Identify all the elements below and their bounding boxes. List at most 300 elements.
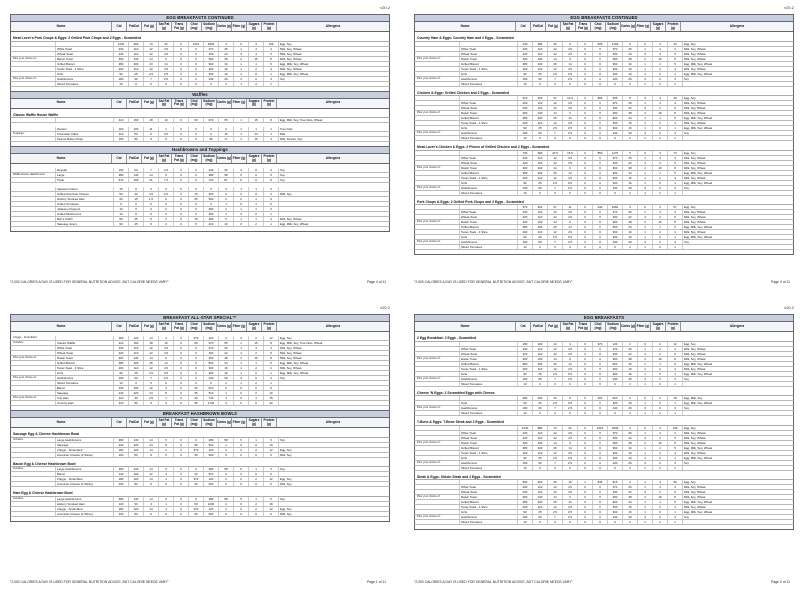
nutrient-value: 1 [249,202,264,206]
nutrient-value: 300 [608,72,623,76]
nutrient-value: 1 [638,67,653,71]
nutrient-value: 0 [653,235,668,239]
nutrient-value: 0 [174,137,189,141]
nutrient-value: 190 [518,186,533,190]
nutrient-value: 480 [204,497,219,501]
nutrient-value: 120 [608,342,623,346]
nutrient-value: 0 [653,372,668,376]
nutrient-value: 0 [593,520,608,524]
row-lead-label [11,371,56,375]
nutrient-value: 4 [563,342,578,346]
row-lead-label [415,352,460,356]
calorie-footnote: "2,000 CALORIES A DAY IS USED FOR GENERAL NUTRITION ADVICE, BUT CALORIE NEEDS VARY" [414,280,573,284]
nutrient-value: 1 [668,401,683,405]
row-option-name: Large Hashbrowns [56,438,114,442]
nutrient-value: 110 [114,132,129,136]
nutrient-value: 2 [653,342,668,346]
nutrient-value: 4 [159,448,174,452]
nutrient-value: 5 [668,362,683,366]
nutrient-value: 380 [518,225,533,229]
nutrient-value: 12 [548,47,563,51]
column-header: Sugars (g) [247,99,262,108]
nutrient-value: 1 [638,245,653,249]
nutrient-value: 12 [144,472,159,476]
nutrient-value: 300 [608,121,623,125]
nutrient-value: 25 [548,500,563,504]
nutrient-value: 12 [548,485,563,489]
column-header: Allergens [729,23,745,28]
column-header: Sat Fat (g) [157,322,172,331]
nutrient-value: 0 [593,372,608,376]
nutrient-value: 45 [129,217,144,221]
nutrient-value: 80 [129,401,144,405]
nutrient-value: 18 [264,502,279,506]
nutrient-value: 26 [623,210,638,214]
nutrient-value: 2.5 [548,510,563,514]
nutrient-value: 300 [608,67,623,71]
nutrient-value: 0 [249,472,264,476]
nutrient-value: 60 [533,240,548,244]
version-label: v20.2 [380,305,390,310]
row-option-name: 2 Eggs - Scrambled [56,477,114,481]
nutrient-value: 3 [653,96,668,100]
nutrient-value: 0 [638,205,653,209]
nutrient-value: 0 [638,396,653,400]
nutrient-value: 4.5 [563,101,578,105]
row-option-name: Raisin Toast [460,166,518,170]
nutrient-value: 1 [264,82,279,86]
nutrient-value: 26 [623,347,638,351]
nutrient-value: 110 [533,485,548,489]
nutrient-value: 1 [668,411,683,415]
nutrient-value: 1 [668,191,683,195]
nutrient-value: 0 [578,466,593,470]
nutrient-value: 7 [548,515,563,519]
column-header: Chol (mg) [187,154,202,163]
nutrient-value: 0 [578,396,593,400]
nutrient-value: 0 [174,82,189,86]
nutrient-value: 22 [623,352,638,356]
nutrient-value: 130 [129,467,144,471]
nutrient-value: 110 [533,176,548,180]
nutrient-value: 1 [249,396,264,400]
nutrient-value: 110 [533,161,548,165]
nutrient-value: 3 [653,205,668,209]
nutrient-value: 845 [593,480,608,484]
column-header: Cal [516,322,531,331]
nutrient-value: 110 [129,346,144,350]
nutrient-value: 0 [563,82,578,86]
nutrient-value: 4 [668,67,683,71]
nutrient-value: 0 [593,171,608,175]
column-header: Carbs (g) [217,322,232,331]
nutrient-value: 0 [174,127,189,131]
nutrient-value: 250 [204,192,219,196]
row-option-name: Raisin Toast [460,57,518,61]
nutrient-value: 9 [144,401,159,405]
nutrient-value: 12 [144,346,159,350]
nutrient-value: 26 [623,485,638,489]
nutrient-value: 4.5 [159,47,174,51]
nutrient-value: 0 [578,451,593,455]
column-header: FatCal [127,322,142,331]
nutrient-value: 380 [114,173,129,177]
nutrient-value: 2.5 [548,181,563,185]
nutrient-value: 2 [249,82,264,86]
nutrient-value: 25 [189,197,204,201]
nutrient-value: 5 [159,453,174,457]
row-lead-label [11,212,56,216]
nutrient-value: 4 [234,351,249,355]
nutrient-value: 0 [578,362,593,366]
nutrient-value: 3 [623,205,638,209]
nutrient-value: 300 [518,111,533,115]
row-option-name [460,480,518,484]
nutrient-value: 73 [144,42,159,46]
nutrient-value: 0 [593,225,608,229]
nutrient-value: 0 [578,72,593,76]
nutrient-value: 2 [159,217,174,221]
nutrient-value: 34 [219,62,234,66]
nutrient-value: 2 [219,197,234,201]
nutrient-value: 12 [548,352,563,356]
nutrient-value: 100 [129,472,144,476]
allergens-cell: Egg, Soy [684,41,696,46]
nutrient-value: 330 [608,106,623,110]
nutrient-value: 1 [668,245,683,249]
nutrient-value: 2 [653,191,668,195]
nutrient-value: 2 [638,357,653,361]
nutrient-value: 0 [548,136,563,140]
row-lead-label [415,490,460,494]
nutrient-value: 4.5 [563,210,578,214]
nutrient-value: 0 [189,82,204,86]
nutrient-value: 370 [189,477,204,481]
nutrient-value: 1830 [204,42,219,46]
nutrient-value: 0 [593,362,608,366]
nutrient-value: 110 [129,47,144,51]
nutrient-value: 60 [533,377,548,381]
row-lead-label: Plus your choice of: [11,396,56,400]
row-lead-label [415,62,460,66]
menu-item-title: Sausage Egg & Cheese Hashbrown Bowl [10,432,390,438]
nutrient-value: 2 [653,436,668,440]
nutrient-value: 60 [129,77,144,81]
nutrient-value: 300 [518,495,533,499]
nutrient-value: 200 [533,116,548,120]
nutrient-value: 1 [219,443,234,447]
nutrient-value: 360 [608,495,623,499]
nutrient-value: 280 [518,396,533,400]
column-header: Name [11,154,112,163]
nutrient-value: 2 [653,382,668,386]
nutrient-value: 110 [533,52,548,56]
row-option-name: Sliced Tomatoes [460,411,518,415]
nutrient-value: 2 [653,466,668,470]
row-lead-label: Includes: [11,341,56,345]
row-option-name: Sausage [56,443,114,447]
nutrient-value: 240 [204,376,219,380]
nutrient-value: 50 [129,132,144,136]
allergens-cell: Milk, Soy, Wheat [684,160,706,165]
allergens-cell: Milk, Soy [280,452,292,457]
nutrient-value: 12 [144,351,159,355]
nutrient-value: 5 [668,500,683,504]
nutrient-value: 24 [144,443,159,447]
nutrient-value: 12 [264,507,279,511]
nutrient-value: 0 [159,207,174,211]
nutrient-value: 240 [608,515,623,519]
row-lead-label [415,451,460,455]
nutrient-value: 3 [234,168,249,172]
row-option-name: Hashbrowns [460,406,518,410]
nutrient-value: 230 [518,156,533,160]
allergens-cell: Egg, Milk, Soy, Wheat [684,445,713,450]
row-lead-label [415,382,460,386]
row-lead-label: Includes: [11,467,56,471]
allergens-cell: Egg, Milk, Soy, Wheat [684,235,713,240]
nutrient-value: 0 [189,381,204,385]
nutrient-value: 2.5 [563,406,578,410]
nutrient-value: 16 [623,67,638,71]
nutrient-value: 4 [249,47,264,51]
nutrient-value: 8 [159,391,174,395]
nutrient-value: 1 [249,127,264,131]
nutrient-value: 1015 [593,426,608,430]
allergens-cell [279,396,389,400]
nutrient-value: 0 [578,121,593,125]
nutrient-value: 4.5 [159,366,174,370]
nutrient-value: 1 [234,47,249,51]
nutrient-value: 2 [249,67,264,71]
allergens-cell: Milk, Soy, Wheat [684,505,706,510]
nutrient-value: 200 [518,67,533,71]
allergens-cell [683,245,793,249]
nutrient-value: 0 [249,386,264,390]
nutrient-value: 330 [204,52,219,56]
allergens-cell: Milk, Soy, Wheat [684,46,706,51]
nutrient-value: 14 [563,62,578,66]
allergens-cell: Egg, Milk, Soy, Wheat [684,71,713,76]
nutrient-value: 3 [668,406,683,410]
nutrient-value: 50 [114,192,129,196]
nutrient-value: 23 [623,52,638,56]
nutrient-value: 16 [653,220,668,224]
nutrient-value: 4 [249,346,264,350]
column-header: Allergens [325,100,341,105]
nutrient-value: 1 [219,212,234,216]
nutrient-value: 330 [608,215,623,219]
row-lead-label [415,235,460,239]
nutrient-value: 2.5 [548,372,563,376]
nutrient-value: 300 [204,72,219,76]
nutrient-value: 12 [548,347,563,351]
nutrient-value: 230 [114,52,129,56]
nutrient-value: 0 [593,451,608,455]
column-header: Sodium (mg) [202,22,217,31]
row-lead-label [11,62,56,66]
nutrient-value: 0 [204,82,219,86]
nutrient-value: 2 [623,191,638,195]
row-lead-label [415,106,460,110]
nutrient-value: 1 [638,372,653,376]
nutrient-value: 4 [668,230,683,234]
column-header: Allergens [729,323,745,328]
nutrient-value: 3 [159,401,174,405]
nutrient-value: 0 [189,376,204,380]
row-lead-label [11,137,56,141]
nutrient-value: 4 [623,480,638,484]
nutrient-value: 12 [144,47,159,51]
nutrient-value: 5 [144,217,159,221]
row-option-name: Raisin Toast [460,357,518,361]
nutrient-value: 38 [623,357,638,361]
nutrient-value: 0 [608,245,623,249]
nutrient-value: 1 [234,207,249,211]
nutrient-value: 0 [174,477,189,481]
column-header: Cal [112,154,127,163]
nutrient-value: 5 [668,52,683,56]
nutrient-value: 160 [129,118,144,122]
nutrient-value: 2.5 [548,456,563,460]
nutrient-value: 0 [159,381,174,385]
column-header: Trans Fat (g) [576,322,591,331]
nutrient-value: 80 [129,137,144,141]
nutrient-value: 0 [593,106,608,110]
nutrient-value: 1 [653,116,668,120]
nutrient-value: 1 [638,446,653,450]
nutrient-value: 2 [653,215,668,219]
nutrient-value: 4 [653,156,668,160]
menu-item-title: T-Bone & Eggs: T-Bone Steak and 2 Eggs - Scrambled [414,420,794,426]
nutrient-value: 5 [189,222,204,226]
nutrition-table [10,314,390,522]
allergens-cell: Soy [684,406,689,411]
nutrient-value: 1 [638,347,653,351]
nutrient-value: 20 [189,472,204,476]
nutrient-value: 3 [638,515,653,519]
allergens-cell: Milk, Soy, Wheat [280,46,302,51]
nutrient-value: 0 [578,225,593,229]
nutrient-value: 130 [129,438,144,442]
nutrient-value: 240 [114,391,129,395]
nutrient-value: 110 [533,431,548,435]
nutrient-value: 4 [638,215,653,219]
allergens-cell: Egg, Milk, Soy, Wheat [684,455,713,460]
nutrient-value: 14 [548,166,563,170]
nutrient-value: 0 [174,168,189,172]
row-option-name: Raisin Toast [460,441,518,445]
nutrient-value: 720 [204,178,219,182]
allergens-cell [279,386,389,390]
nutrient-value: 0 [234,472,249,476]
nutrient-value: 1 [638,171,653,175]
column-header: FatCal [127,418,142,427]
nutrient-value: 370 [204,47,219,51]
nutrient-value: 0 [593,47,608,51]
section-title: EGG BREAKFASTS CONTINUED [414,14,794,22]
nutrient-value: 1 [668,456,683,460]
nutrient-value: 12 [548,210,563,214]
nutrient-value: 0 [578,181,593,185]
column-header: Trans Fat (g) [172,418,187,427]
row-option-name: Hashbrowns [460,240,518,244]
row-lead-label [415,210,460,214]
column-header: Sodium (mg) [202,322,217,331]
row-option-name: Triple [56,178,114,182]
nutrient-value: 2.5 [563,515,578,519]
nutrient-value: 0 [219,482,234,486]
nutrient-value: 480 [204,467,219,471]
nutrient-value: 38 [219,57,234,61]
nutrient-value: 570 [518,205,533,209]
nutrient-value: 2 [653,520,668,524]
allergens-cell: Milk, Soy, Wheat [684,485,706,490]
nutrient-value: 7 [144,376,159,380]
nutrient-value: 4.5 [563,431,578,435]
nutrient-value: 0 [189,62,204,66]
nutrient-value: 1 [638,72,653,76]
nutrient-value: 24 [144,391,159,395]
nutrient-value: 0 [578,111,593,115]
allergens-cell: Milk, Soy, Wheat [684,450,706,455]
row-option-name: Sliced Tomatoes [460,82,518,86]
nutrient-value: 200 [533,362,548,366]
nutrient-value: 360 [608,166,623,170]
nutrient-value: 8 [668,57,683,61]
nutrient-value: 18 [144,341,159,345]
nutrient-value: 0 [593,367,608,371]
nutrient-value: 34 [623,362,638,366]
row-lead-label: Plus your choice of: [415,406,460,410]
nutrient-value: 370 [608,47,623,51]
nutrient-value: 3 [219,42,234,46]
nutrient-value: 900 [204,62,219,66]
allergens-cell: Egg, Milk, Soy, Wheat [280,61,309,66]
nutrient-value: 110 [533,230,548,234]
nutrient-value: 0 [578,505,593,509]
allergens-cell: Milk, Soy, Wheat [684,210,706,215]
nutrient-value: 0 [608,136,623,140]
nutrient-value: 38 [623,111,638,115]
nutrient-value: 300 [608,372,623,376]
nutrient-value: 0 [174,118,189,122]
row-option-name: Wheat Toast [460,161,518,165]
section-title: EGG BREAKFASTS [414,314,794,322]
allergens-cell: Egg, Soy [684,480,696,485]
row-option-name: White Toast [460,485,518,489]
column-header: Carbs (g) [217,154,232,163]
nutrient-value: 2.5 [144,371,159,375]
nutrient-value: 0.5 [563,72,578,76]
nutrient-value: 0 [653,240,668,244]
column-header: Fat (g) [142,22,157,31]
nutrient-value: 1 [249,217,264,221]
nutrient-value: 390 [533,151,548,155]
nutrient-value: 4 [638,161,653,165]
nutrient-value: 110 [129,366,144,370]
nutrient-value: 38 [623,57,638,61]
row-lead-label: Plus your choice of: [415,111,460,115]
row-lead-label [11,472,56,476]
row-lead-label [415,372,460,376]
nutrient-value: 3 [264,376,279,380]
nutrient-value: 1 [638,47,653,51]
nutrient-value: 16 [623,510,638,514]
row-lead-label [11,443,56,447]
row-lead-label [415,47,460,51]
nutrient-value: 0 [563,520,578,524]
